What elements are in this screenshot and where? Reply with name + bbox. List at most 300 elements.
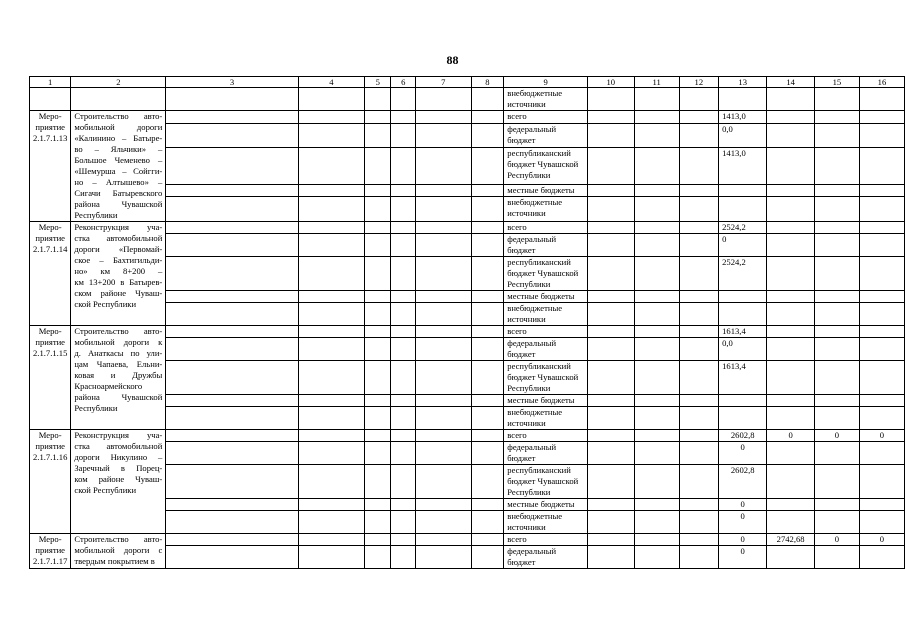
value-cell bbox=[166, 148, 298, 184]
value-cell bbox=[814, 395, 859, 407]
value-cell bbox=[365, 123, 391, 148]
value-cell bbox=[166, 407, 298, 430]
value-cell bbox=[298, 197, 364, 222]
value-cell bbox=[298, 407, 364, 430]
value-cell bbox=[391, 184, 416, 197]
value-cell bbox=[814, 111, 859, 124]
value-cell bbox=[471, 442, 504, 465]
value-cell bbox=[471, 123, 504, 148]
value-cell bbox=[416, 326, 471, 338]
value-cell bbox=[471, 257, 504, 291]
value-cell bbox=[471, 465, 504, 499]
value-cell bbox=[365, 234, 391, 257]
value-cell bbox=[679, 326, 719, 338]
value-cell bbox=[365, 511, 391, 534]
value-cell bbox=[767, 111, 815, 124]
event-name-line: ском районе Чуваш- bbox=[74, 288, 163, 298]
value-cell bbox=[634, 546, 679, 569]
value-cell bbox=[416, 361, 471, 395]
table-row bbox=[30, 88, 905, 111]
value-cell bbox=[859, 123, 904, 148]
value-cell bbox=[587, 111, 634, 124]
value-cell bbox=[391, 111, 416, 124]
value-cell bbox=[391, 511, 416, 534]
value-cell bbox=[166, 499, 298, 511]
value-cell bbox=[416, 546, 471, 569]
value-cell bbox=[679, 442, 719, 465]
event-name-line: Красноармейского bbox=[74, 381, 143, 391]
source-cell: федеральный бюджет bbox=[504, 234, 588, 257]
value-cell bbox=[679, 88, 719, 111]
value-cell bbox=[298, 326, 364, 338]
event-name-line: но» км 8+200 – bbox=[74, 266, 163, 276]
value-cell bbox=[859, 291, 904, 303]
value-cell bbox=[166, 511, 298, 534]
source-cell: республиканский бюджет Чувашской Республики bbox=[504, 361, 588, 395]
value-cell: 2602,8 bbox=[719, 430, 767, 442]
event-name-line: мобильной дороги bbox=[74, 122, 163, 132]
value-cell bbox=[30, 88, 71, 111]
value-cell bbox=[365, 148, 391, 184]
value-cell bbox=[391, 123, 416, 148]
value-cell bbox=[365, 442, 391, 465]
value-cell bbox=[814, 546, 859, 569]
value-cell bbox=[859, 465, 904, 499]
value-cell bbox=[634, 442, 679, 465]
value-cell bbox=[471, 534, 504, 546]
event-label-line: 2.1.7.1.17 bbox=[33, 556, 68, 566]
event-label-cell bbox=[30, 534, 71, 569]
value-cell bbox=[719, 197, 767, 222]
value-cell bbox=[471, 197, 504, 222]
value-cell bbox=[391, 338, 416, 361]
value-cell bbox=[298, 499, 364, 511]
value-cell bbox=[587, 291, 634, 303]
value-cell bbox=[416, 257, 471, 291]
value-cell bbox=[859, 395, 904, 407]
value-cell bbox=[166, 534, 298, 546]
value-cell bbox=[814, 303, 859, 326]
value-cell bbox=[298, 534, 364, 546]
value-cell bbox=[365, 546, 391, 569]
value-cell bbox=[634, 234, 679, 257]
value-cell bbox=[634, 430, 679, 442]
value-cell bbox=[391, 148, 416, 184]
value-cell bbox=[471, 303, 504, 326]
value-cell bbox=[365, 499, 391, 511]
value-cell bbox=[814, 361, 859, 395]
column-header: 14 bbox=[767, 77, 815, 88]
value-cell bbox=[298, 88, 364, 111]
event-name-line: ское – Бахтигильди- bbox=[74, 255, 163, 265]
value-cell bbox=[587, 303, 634, 326]
event-label-line: Меро- bbox=[38, 326, 62, 336]
value-cell bbox=[416, 123, 471, 148]
value-cell bbox=[298, 430, 364, 442]
value-cell bbox=[634, 465, 679, 499]
event-label-line: 2.1.7.1.16 bbox=[33, 452, 68, 462]
event-name-line: Заречный в Порец- bbox=[74, 463, 163, 473]
source-cell: республиканский бюджет Чувашской Республики bbox=[504, 465, 588, 499]
value-cell bbox=[416, 222, 471, 234]
value-cell bbox=[365, 534, 391, 546]
value-cell bbox=[679, 407, 719, 430]
value-cell bbox=[767, 546, 815, 569]
event-label-line: Меро- bbox=[38, 111, 62, 121]
value-cell bbox=[416, 430, 471, 442]
value-cell bbox=[814, 511, 859, 534]
event-name-line: твердым покрытием в bbox=[74, 556, 155, 566]
budget-table bbox=[29, 76, 905, 569]
value-cell bbox=[166, 184, 298, 197]
value-cell bbox=[298, 291, 364, 303]
value-cell bbox=[679, 499, 719, 511]
value-cell bbox=[391, 499, 416, 511]
event-label-line: 2.1.7.1.14 bbox=[33, 244, 68, 254]
event-name-line: «Калинино – Батыре- bbox=[74, 133, 163, 143]
value-cell bbox=[166, 123, 298, 148]
value-cell bbox=[587, 197, 634, 222]
value-cell bbox=[587, 395, 634, 407]
event-name-line: Большое Чеменево – bbox=[74, 155, 163, 165]
value-cell bbox=[298, 123, 364, 148]
column-header: 2 bbox=[71, 77, 166, 88]
value-cell bbox=[767, 234, 815, 257]
value-cell bbox=[298, 222, 364, 234]
value-cell bbox=[859, 257, 904, 291]
value-cell bbox=[365, 291, 391, 303]
value-cell bbox=[416, 395, 471, 407]
value-cell bbox=[634, 88, 679, 111]
value-cell bbox=[859, 303, 904, 326]
column-header: 11 bbox=[634, 77, 679, 88]
value-cell bbox=[814, 407, 859, 430]
event-label-line: Меро- bbox=[38, 430, 62, 440]
value-cell bbox=[859, 361, 904, 395]
value-cell bbox=[634, 326, 679, 338]
value-cell bbox=[767, 442, 815, 465]
event-name-line: Сигачи Батыревского bbox=[74, 188, 163, 198]
value-cell bbox=[471, 88, 504, 111]
value-cell bbox=[859, 326, 904, 338]
value-cell bbox=[767, 184, 815, 197]
value-cell bbox=[767, 326, 815, 338]
value-cell bbox=[814, 184, 859, 197]
value-cell bbox=[166, 361, 298, 395]
table-row bbox=[30, 326, 905, 338]
value-cell bbox=[679, 123, 719, 148]
value-cell bbox=[391, 442, 416, 465]
value-cell bbox=[587, 361, 634, 395]
column-header: 10 bbox=[587, 77, 634, 88]
value-cell bbox=[587, 123, 634, 148]
value-cell bbox=[365, 222, 391, 234]
column-header: 3 bbox=[166, 77, 298, 88]
event-label-line: приятие bbox=[35, 545, 65, 555]
value-cell bbox=[365, 88, 391, 111]
value-cell bbox=[298, 395, 364, 407]
event-name-line: д. Анаткасы по ули- bbox=[74, 348, 163, 358]
source-cell: всего bbox=[504, 326, 588, 338]
value-cell bbox=[859, 148, 904, 184]
value-cell bbox=[634, 338, 679, 361]
value-cell bbox=[679, 395, 719, 407]
value-cell: 0 bbox=[719, 511, 767, 534]
value-cell bbox=[634, 291, 679, 303]
event-name-line: Республики bbox=[74, 210, 118, 220]
value-cell bbox=[719, 407, 767, 430]
event-name-line: мобильной дороги с bbox=[74, 545, 163, 555]
value-cell bbox=[471, 326, 504, 338]
value-cell bbox=[634, 361, 679, 395]
event-name-cell bbox=[71, 430, 166, 534]
value-cell bbox=[166, 395, 298, 407]
value-cell bbox=[814, 442, 859, 465]
value-cell bbox=[587, 88, 634, 111]
value-cell: 0 bbox=[814, 430, 859, 442]
value-cell bbox=[679, 257, 719, 291]
value-cell bbox=[859, 197, 904, 222]
value-cell bbox=[767, 465, 815, 499]
value-cell bbox=[859, 407, 904, 430]
event-name-cell bbox=[71, 111, 166, 222]
column-header: 4 bbox=[298, 77, 364, 88]
source-cell: всего bbox=[504, 534, 588, 546]
value-cell bbox=[166, 338, 298, 361]
value-cell bbox=[416, 184, 471, 197]
value-cell bbox=[298, 234, 364, 257]
value-cell bbox=[416, 465, 471, 499]
source-cell: внебюджетные источники bbox=[504, 197, 588, 222]
source-cell: республиканский бюджет Чувашской Республики bbox=[504, 148, 588, 184]
value-cell bbox=[587, 234, 634, 257]
value-cell bbox=[859, 338, 904, 361]
source-cell: местные бюджеты bbox=[504, 499, 588, 511]
event-label-cell bbox=[30, 430, 71, 534]
value-cell bbox=[814, 499, 859, 511]
value-cell bbox=[767, 395, 815, 407]
value-cell bbox=[814, 257, 859, 291]
event-label-line: 2.1.7.1.15 bbox=[33, 348, 68, 358]
value-cell bbox=[814, 326, 859, 338]
event-label-line: приятие bbox=[35, 122, 65, 132]
value-cell bbox=[416, 291, 471, 303]
value-cell bbox=[166, 465, 298, 499]
value-cell bbox=[767, 499, 815, 511]
source-cell: федеральный бюджет bbox=[504, 123, 588, 148]
value-cell bbox=[416, 303, 471, 326]
column-header: 6 bbox=[391, 77, 416, 88]
value-cell bbox=[767, 338, 815, 361]
value-cell bbox=[416, 111, 471, 124]
event-label-cell bbox=[30, 326, 71, 430]
value-cell bbox=[859, 499, 904, 511]
column-header: 7 bbox=[416, 77, 471, 88]
value-cell bbox=[679, 148, 719, 184]
value-cell: 2524,2 bbox=[719, 257, 767, 291]
value-cell bbox=[679, 234, 719, 257]
value-cell bbox=[166, 234, 298, 257]
value-cell bbox=[679, 222, 719, 234]
value-cell: 0 bbox=[719, 499, 767, 511]
value-cell bbox=[719, 395, 767, 407]
value-cell bbox=[679, 197, 719, 222]
value-cell bbox=[166, 546, 298, 569]
column-header: 15 bbox=[814, 77, 859, 88]
event-name-line: км 13+200 в Батырев- bbox=[74, 277, 163, 287]
value-cell bbox=[814, 291, 859, 303]
value-cell bbox=[298, 111, 364, 124]
value-cell bbox=[587, 511, 634, 534]
event-name-cell bbox=[71, 534, 166, 569]
value-cell bbox=[471, 234, 504, 257]
value-cell: 0 bbox=[719, 234, 767, 257]
source-cell: внебюджетные источники bbox=[504, 511, 588, 534]
header-row bbox=[30, 77, 905, 88]
value-cell bbox=[634, 303, 679, 326]
value-cell bbox=[634, 511, 679, 534]
value-cell bbox=[166, 111, 298, 124]
value-cell bbox=[365, 361, 391, 395]
source-cell: местные бюджеты bbox=[504, 395, 588, 407]
value-cell bbox=[416, 234, 471, 257]
value-cell bbox=[166, 291, 298, 303]
value-cell bbox=[471, 111, 504, 124]
value-cell bbox=[391, 197, 416, 222]
event-name-line: района Чувашской bbox=[74, 392, 163, 402]
value-cell: 0 bbox=[859, 534, 904, 546]
value-cell: 0 bbox=[767, 430, 815, 442]
value-cell bbox=[587, 222, 634, 234]
value-cell bbox=[679, 184, 719, 197]
event-name-line: дороги Никулино – bbox=[74, 452, 163, 462]
value-cell bbox=[391, 430, 416, 442]
value-cell bbox=[416, 197, 471, 222]
event-label-line: приятие bbox=[35, 337, 65, 347]
event-name-line: во – Яльчики» – bbox=[74, 144, 163, 154]
value-cell bbox=[679, 291, 719, 303]
value-cell bbox=[767, 222, 815, 234]
column-header: 9 bbox=[504, 77, 588, 88]
value-cell bbox=[166, 326, 298, 338]
value-cell bbox=[767, 407, 815, 430]
value-cell bbox=[587, 534, 634, 546]
value-cell bbox=[365, 326, 391, 338]
event-name-line: ской Республики bbox=[74, 485, 137, 495]
value-cell: 0 bbox=[719, 546, 767, 569]
value-cell bbox=[634, 111, 679, 124]
value-cell bbox=[859, 546, 904, 569]
value-cell bbox=[471, 511, 504, 534]
event-name-cell bbox=[71, 222, 166, 326]
value-cell bbox=[416, 407, 471, 430]
value-cell bbox=[166, 442, 298, 465]
value-cell bbox=[365, 407, 391, 430]
value-cell bbox=[391, 291, 416, 303]
value-cell bbox=[679, 465, 719, 499]
value-cell: 0 bbox=[719, 534, 767, 546]
value-cell bbox=[859, 111, 904, 124]
value-cell bbox=[859, 234, 904, 257]
event-name-line: Строительство авто- bbox=[74, 111, 163, 121]
event-name-line: ковая и Дружбы bbox=[74, 370, 163, 380]
value-cell: 2602,8 bbox=[719, 465, 767, 499]
source-cell: внебюджетные источники bbox=[504, 88, 588, 111]
source-cell: всего bbox=[504, 222, 588, 234]
value-cell bbox=[767, 197, 815, 222]
value-cell bbox=[814, 222, 859, 234]
value-cell bbox=[814, 234, 859, 257]
value-cell bbox=[471, 407, 504, 430]
value-cell bbox=[814, 338, 859, 361]
value-cell bbox=[391, 465, 416, 499]
event-name-line: Строительство авто- bbox=[74, 326, 163, 336]
value-cell bbox=[634, 534, 679, 546]
value-cell: 0 bbox=[814, 534, 859, 546]
value-cell bbox=[587, 499, 634, 511]
value-cell bbox=[471, 361, 504, 395]
value-cell bbox=[365, 338, 391, 361]
value-cell bbox=[391, 326, 416, 338]
value-cell bbox=[587, 148, 634, 184]
value-cell bbox=[471, 338, 504, 361]
value-cell bbox=[166, 222, 298, 234]
value-cell bbox=[71, 88, 166, 111]
value-cell bbox=[767, 88, 815, 111]
table-row bbox=[30, 430, 905, 442]
event-name-line: стка автомобильной bbox=[74, 441, 163, 451]
value-cell bbox=[634, 407, 679, 430]
value-cell bbox=[679, 534, 719, 546]
value-cell bbox=[166, 430, 298, 442]
event-name-line: но – Алтышево» – bbox=[74, 177, 163, 187]
source-cell: внебюджетные источники bbox=[504, 303, 588, 326]
value-cell bbox=[391, 257, 416, 291]
event-label-line: Меро- bbox=[38, 222, 62, 232]
value-cell bbox=[679, 511, 719, 534]
value-cell bbox=[365, 184, 391, 197]
event-label-line: 2.1.7.1.13 bbox=[33, 133, 68, 143]
event-label-line: приятие bbox=[35, 233, 65, 243]
value-cell: 1413,0 bbox=[719, 148, 767, 184]
value-cell: 0 bbox=[859, 430, 904, 442]
value-cell bbox=[719, 303, 767, 326]
value-cell bbox=[298, 148, 364, 184]
column-header: 12 bbox=[679, 77, 719, 88]
value-cell bbox=[471, 430, 504, 442]
value-cell bbox=[719, 88, 767, 111]
event-name-line: Республики bbox=[74, 403, 118, 413]
source-cell: внебюджетные источники bbox=[504, 407, 588, 430]
value-cell bbox=[587, 465, 634, 499]
column-header: 16 bbox=[859, 77, 904, 88]
event-name-line: цам Чапаева, Ельни- bbox=[74, 359, 163, 369]
value-cell bbox=[587, 338, 634, 361]
value-cell bbox=[391, 534, 416, 546]
value-cell bbox=[166, 303, 298, 326]
value-cell bbox=[391, 222, 416, 234]
value-cell bbox=[634, 184, 679, 197]
value-cell bbox=[298, 442, 364, 465]
value-cell bbox=[391, 361, 416, 395]
value-cell bbox=[298, 546, 364, 569]
source-cell: всего bbox=[504, 430, 588, 442]
value-cell bbox=[814, 88, 859, 111]
value-cell bbox=[634, 197, 679, 222]
value-cell bbox=[365, 395, 391, 407]
value-cell bbox=[298, 361, 364, 395]
event-name-line: дороги «Первомай- bbox=[74, 244, 163, 254]
